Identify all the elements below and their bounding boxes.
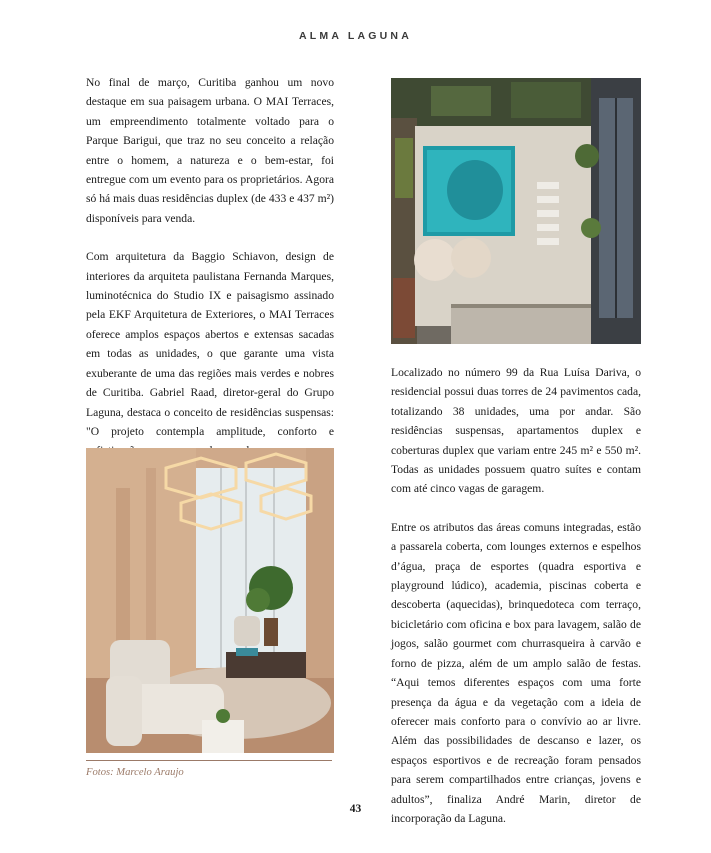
photo-credit-caption: Fotos: Marcelo Araujo xyxy=(86,767,184,778)
magazine-section-header: ALMA LAGUNA xyxy=(299,30,412,42)
page-number: 43 xyxy=(349,803,362,815)
caption-divider xyxy=(86,760,332,761)
right-text-column xyxy=(391,363,641,828)
paragraph-amenities: Entre os atributos das áreas comuns integradas, estão a passarela coberta, com lounges externos e espelhos d’água, praça de esportes (quadra esportiva e playground lúdico), academia, piscinas coberta e descoberta (aquecidas), brinquedoteca com terraço, bicicletário com oficina e box para lavagem, salão de jogos, salão gourmet com churrasqueira à carvão e forno de pizza, além de um amplo salão de festas. “Aqui temos diferentes espaços com uma forte presença da água e da vegetação com a ideia de oferecer mais conforto para o convívio ao ar livre. Além das possibilidades de descanso e lazer, os espaços esportivos e de recreação foram pensados para serem compartilhados entre crianças, jovens e adultos”, finaliza André Marin, diretor de incorporação da Laguna. xyxy=(391,520,641,825)
paragraph-location: Localizado no número 99 da Rua Luísa Dariva, o residencial possui duas torres de 24 pavimentos cada, totalizando 38 unidades, uma por andar. São residências suspensas, apartamentos duplex e coberturas duplex que variam entre 245 m² e 550 m². Todas as unidades possuem quatro suítes e contam com até cinco vagas de garagem. xyxy=(391,366,641,496)
paragraph-intro: No final de março, Curitiba ganhou um novo destaque em sua paisagem urbana. O MAI Terraces, um empreendimento totalmente voltado para o Parque Barigui, que traz no seu conceito a relação entre o homem, a natureza e o bem-estar, foi entregue com um evento para os proprietários. Agora só há mais duas residências duplex (de 433 e 437 m²) disponíveis para venda. xyxy=(86,76,334,225)
left-text-column xyxy=(86,73,334,480)
paragraph-architecture: Com arquitetura da Baggio Schiavon, design de interiores da arquiteta paulistana Fernanda Marques, luminotécnica do Studio IX e paisagismo assinado pela EKF Arquitetura de Exteriores, o MAI Terraces oferece amplos espaços abertos e extensas sacadas em todas as unidades, o que garante uma vista exuberante de uma das regiões mais verdes e nobres de Curitiba. Gabriel Raad, diretor-geral do Grupo Laguna, destaca o conceito de residências suspensas: "O projeto contempla amplitude, conforto e xyxy=(86,250,334,438)
pool-aerial-photo xyxy=(391,78,641,344)
lobby-lounge-photo xyxy=(86,448,334,753)
